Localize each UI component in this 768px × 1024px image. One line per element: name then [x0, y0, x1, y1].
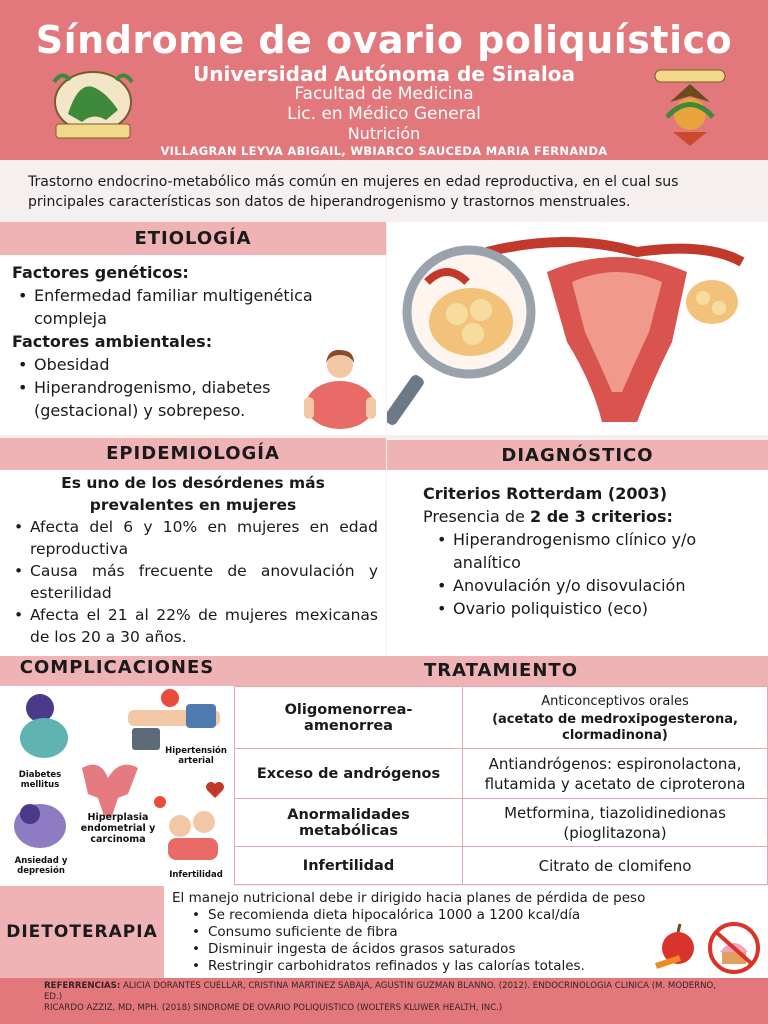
treatment-name: Anticonceptivos orales: [541, 693, 689, 709]
list-item: • Hiperandrogenismo, diabetes (gestacional) y sobrepeso.: [12, 376, 282, 422]
list-item: • Anovulación y/o disovulación: [431, 574, 732, 597]
etiologia-title: ETIOLOGÍA: [0, 222, 386, 255]
treatment-cell: [463, 687, 768, 749]
treatment-condition: Infertilidad: [235, 847, 463, 885]
list-item: • Disminuir ingesta de ácidos grasos saturados: [186, 941, 760, 958]
table-row: [235, 687, 768, 749]
epidemiologia-list: [8, 516, 378, 648]
complication-label-infertility: Infertilidad: [169, 870, 223, 880]
complication-label-hyperplasia: Hiperplasia endometrial y carcinoma: [80, 812, 156, 845]
diagnostico-title: DIAGNÓSTICO: [387, 440, 768, 472]
genetic-heading: Factores genéticos:: [12, 263, 189, 282]
degree-name: Lic. en Médico General: [287, 104, 481, 124]
list-item: • Restringir carbohidratos refinados y las calorías totales.: [186, 958, 760, 975]
university-seal: [645, 62, 735, 152]
etiologia-panel: [0, 255, 386, 435]
criteria-list: [431, 528, 732, 620]
list-item: • Afecta del 6 y 10% en mujeres en edad reproductiva: [8, 516, 378, 560]
food-illustration: [650, 918, 762, 976]
diet-intro: El manejo nutricional debe ir dirigido hacia planes de pérdida de peso: [172, 890, 646, 906]
woman-illustration: [300, 345, 380, 429]
list-item: • Enfermedad familiar multigenética compleja: [12, 284, 374, 330]
complication-label-hypertension: Hipertensión arterial: [165, 746, 227, 766]
tratamiento-title: TRATAMIENTO: [234, 656, 768, 686]
list-item: • Consumo suficiente de fibra: [186, 924, 760, 941]
list-item: • Hiperandrogenismo clínico y/o analítico: [431, 528, 732, 574]
treatment-table: [234, 686, 768, 885]
epidemiologia-title: EPIDEMIOLOGÍA: [0, 438, 386, 470]
table-row: [235, 799, 768, 847]
references-label: REFERRENCIAS:: [44, 981, 121, 991]
complicaciones-panel: [0, 686, 234, 886]
table-row: [235, 847, 768, 885]
diagnostico-panel: [387, 470, 768, 656]
uterus-ovary-illustration: [387, 222, 768, 435]
dietoterapia-panel: [164, 886, 768, 978]
treatment-name: Metformina, tiazolidinedionas (pioglitazona): [463, 799, 768, 847]
list-item: • Afecta el 21 al 22% de mujeres mexicanas de los 20 a 30 años.: [8, 604, 378, 648]
reference-2: RICARDO AZZIZ, MD, MPH. (2018) SINDROME DE OVARIO POLIQUISTICO (WOLTERS KLUWER HEALTH, INC.): [44, 1003, 503, 1013]
university-name: Universidad Autónoma de Sinaloa: [193, 62, 575, 86]
faculty-name: Facultad de Medicina: [294, 84, 474, 104]
treatment-name: Antiandrógenos: espironolactona, flutamida y acetato de ciproterona: [463, 749, 768, 799]
environmental-heading: Factores ambientales:: [12, 332, 213, 351]
list-item: • Se recomienda dieta hipocalórica 1000 a 1200 kcal/día: [186, 907, 760, 924]
complicaciones-title: COMPLICACIONES: [0, 656, 234, 686]
subject-name: Nutrición: [347, 124, 421, 143]
list-item: • Causa más frecuente de anovulación y esterilidad: [8, 560, 378, 604]
complication-label-diabetes: Diabetes mellitus: [18, 770, 62, 790]
genetic-list: [12, 284, 374, 330]
list-item: • Obesidad: [12, 353, 282, 376]
presence-count: 2 de 3 criterios:: [529, 507, 673, 526]
table-row: [235, 749, 768, 799]
epidemiologia-panel: [0, 470, 386, 656]
faculty-logo: [48, 62, 138, 152]
treatment-condition: Oligomenorrea-amenorrea: [235, 687, 463, 749]
treatment-condition: Exceso de andrógenos: [235, 749, 463, 799]
list-item: • Ovario poliquistico (eco): [431, 597, 732, 620]
uterus-illustration-panel: [387, 222, 768, 435]
intro-text: Trastorno endocrino-metabólico más común en mujeres en edad reproductiva, en el cual sus principales características son datos de hiperandrogenismo y trastornos menstruales.: [0, 160, 768, 222]
dietoterapia-title: DIETOTERAPIA: [0, 886, 164, 978]
criteria-presence: [423, 505, 732, 528]
reference-1: [44, 981, 724, 1003]
criteria-heading: Criterios Rotterdam (2003): [423, 484, 668, 503]
epidemiologia-lead: Es uno de los desórdenes más prevalentes en mujeres: [61, 474, 325, 514]
reference-1-text: ALICIA DORANTES CUELLAR, CRISTINA MARTINEZ SABAJA, AGUSTIN GUZMAN BLANNO. (2012). ENDOCRINOLOGIA CLINICA (M. MODERNO, ED.): [44, 981, 717, 1002]
authors: VILLAGRAN LEYVA ABIGAIL, WBIARCO SAUCEDA MARIA FERNANDA: [160, 144, 608, 158]
presence-prefix: Presencia de: [423, 507, 530, 526]
treatment-condition: Anormalidades metabólicas: [235, 799, 463, 847]
header: [0, 0, 768, 160]
page-title: Síndrome de ovario poliquístico: [35, 18, 733, 62]
environmental-list: [12, 353, 282, 422]
treatment-detail: (acetato de medroxipogesterona, clormadinona): [492, 711, 738, 743]
references: [0, 978, 768, 1024]
treatment-name: Citrato de clomifeno: [463, 847, 768, 885]
complication-label-anxiety: Ansiedad y depresión: [14, 856, 68, 876]
